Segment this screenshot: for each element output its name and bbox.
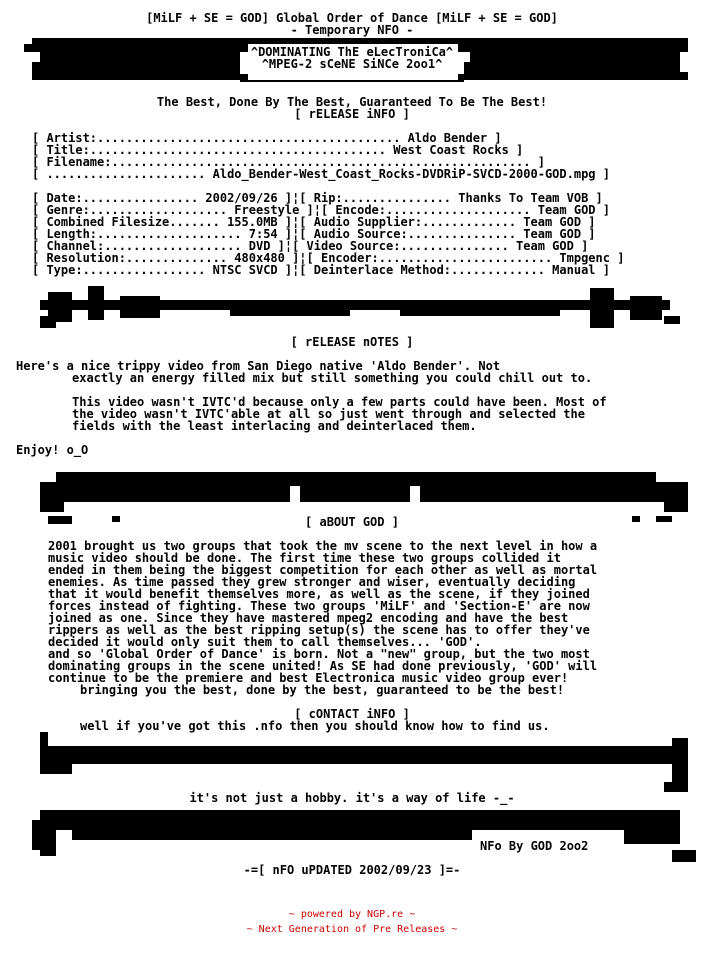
artist-line: [ Artist:.......................................... Aldo Bender ]: [32, 131, 502, 145]
about-line: rippers as well as the best ripping setup(s) the scene has to offer they've: [48, 623, 590, 637]
spec-row: [ Date:................ 2002/09/26 ]¦[ Rip:............... Thanks To Team VOB ]: [32, 191, 603, 205]
about-heading: [ aBOUT GOD ]: [305, 515, 399, 529]
footer-tagline: ~ Next Generation of Pre Releases ~: [246, 924, 458, 935]
spec-row: [ Genre:................... Freestyle ]¦[ Encode:.................... Team GOD ]: [32, 203, 610, 217]
release-notes-heading: [ rELEASE nOTES ]: [290, 335, 414, 349]
about-line: continue to be the premiere and best Electronica music video group ever!: [48, 671, 569, 685]
notes-paragraph-2: This video wasn't IVTC'd because only a few parts could have been. Most of: [72, 395, 607, 409]
updated-line: -=[ nFO uPDATED 2002/09/23 ]=-: [243, 863, 461, 877]
about-line: forces instead of fighting. These two groups 'MiLF' and 'Section-E' are now: [48, 599, 590, 613]
release-info-heading: [ rELEASE iNFO ]: [294, 107, 410, 121]
header-title: [MiLF + SE = GOD] Global Order of Dance [MiLF + SE = GOD]: [146, 11, 558, 25]
about-line: joined as one. Since they have mastered mpeg2 encoding and have the best: [48, 611, 569, 625]
title-line: [ Title:......................................... West Coast Rocks ]: [32, 143, 524, 157]
contact-heading: [ cONTACT iNFO ]: [294, 707, 410, 721]
banner-line-1: ^DOMINATING ThE eLecTroniCa^: [250, 45, 454, 59]
motto-line: it's not just a hobby. it's a way of life -_-: [189, 791, 515, 805]
banner-line-2: ^MPEG-2 sCeNE SiNCe 2oo1^: [261, 57, 443, 71]
about-line: 2001 brought us two groups that took the mv scene to the next level in how a: [48, 539, 598, 553]
spec-row: [ Channel:................... DVD ]¦[ Video Source:............... Team GOD ]: [32, 239, 589, 253]
notes-paragraph-1-cont: exactly an energy filled mix but still something you could chill out to.: [72, 371, 593, 385]
spec-row: [ Length:.................... 7:54 ]¦[ Audio Source:............... Team GOD ]: [32, 227, 596, 241]
ascii-art-divider-notes: [0, 286, 704, 338]
header-subtitle: - Temporary NFO -: [290, 23, 414, 37]
footer: [0, 907, 704, 937]
contact-text: well if you've got this .nfo then you should know how to find us.: [80, 719, 550, 733]
enjoy-line: Enjoy! o_O: [16, 443, 89, 457]
spec-row: [ Resolution:.............. 480x480 ]¦[ Encoder:........................ Tmpgenc ]: [32, 251, 625, 265]
notes-paragraph-2-cont: the video wasn't IVTC'able at all so just went through and selected the: [72, 407, 585, 421]
notes-paragraph-2-end: fields with the least interlacing and deinterlaced them.: [72, 419, 477, 433]
about-line: music video should be done. The first time these two groups collided it: [48, 551, 561, 565]
about-line: that it would benefit themselves more, as well as the scene, if they joined: [48, 587, 590, 601]
filename-line: [ Filename:.......................................................... ]: [32, 155, 545, 169]
spec-row: [ Combined Filesize....... 155.0MB ]¦[ Audio Supplier:............. Team GOD ]: [32, 215, 596, 229]
notes-paragraph-1: Here's a nice trippy video from San Diego native 'Aldo Bender'. Not: [16, 359, 501, 373]
footer-powered-by[interactable]: ~ powered by NGP.re ~: [288, 909, 416, 920]
about-line: and so 'Global Order of Dance' is born. Not a "new" group, but the two most: [48, 647, 590, 661]
filename-value-line: [ ...................... Aldo_Bender-West_Coast_Rocks-DVDRiP-SVCD-2000-GOD.mpg ]: [32, 167, 610, 181]
spec-row: [ Type:................. NTSC SVCD ]¦[ Deinterlace Method:............. Manual ]: [32, 263, 610, 277]
signature: NFo By GOD 2oo2: [480, 839, 589, 853]
tagline: The Best, Done By The Best, Guaranteed To Be The Best!: [156, 95, 548, 109]
about-line: decided it would only suit them to call themselves... 'GOD'.: [48, 635, 482, 649]
about-line: enemies. As time passed they grew stronger and wiser, eventually deciding: [48, 575, 576, 589]
about-line: ended in them being the biggest competition for each other as well as mortal: [48, 563, 598, 577]
about-line: dominating groups in the scene united! As SE had done previously, 'GOD' will: [48, 659, 598, 673]
about-line: bringing you the best, done by the best, guaranteed to be the best!: [80, 683, 565, 697]
